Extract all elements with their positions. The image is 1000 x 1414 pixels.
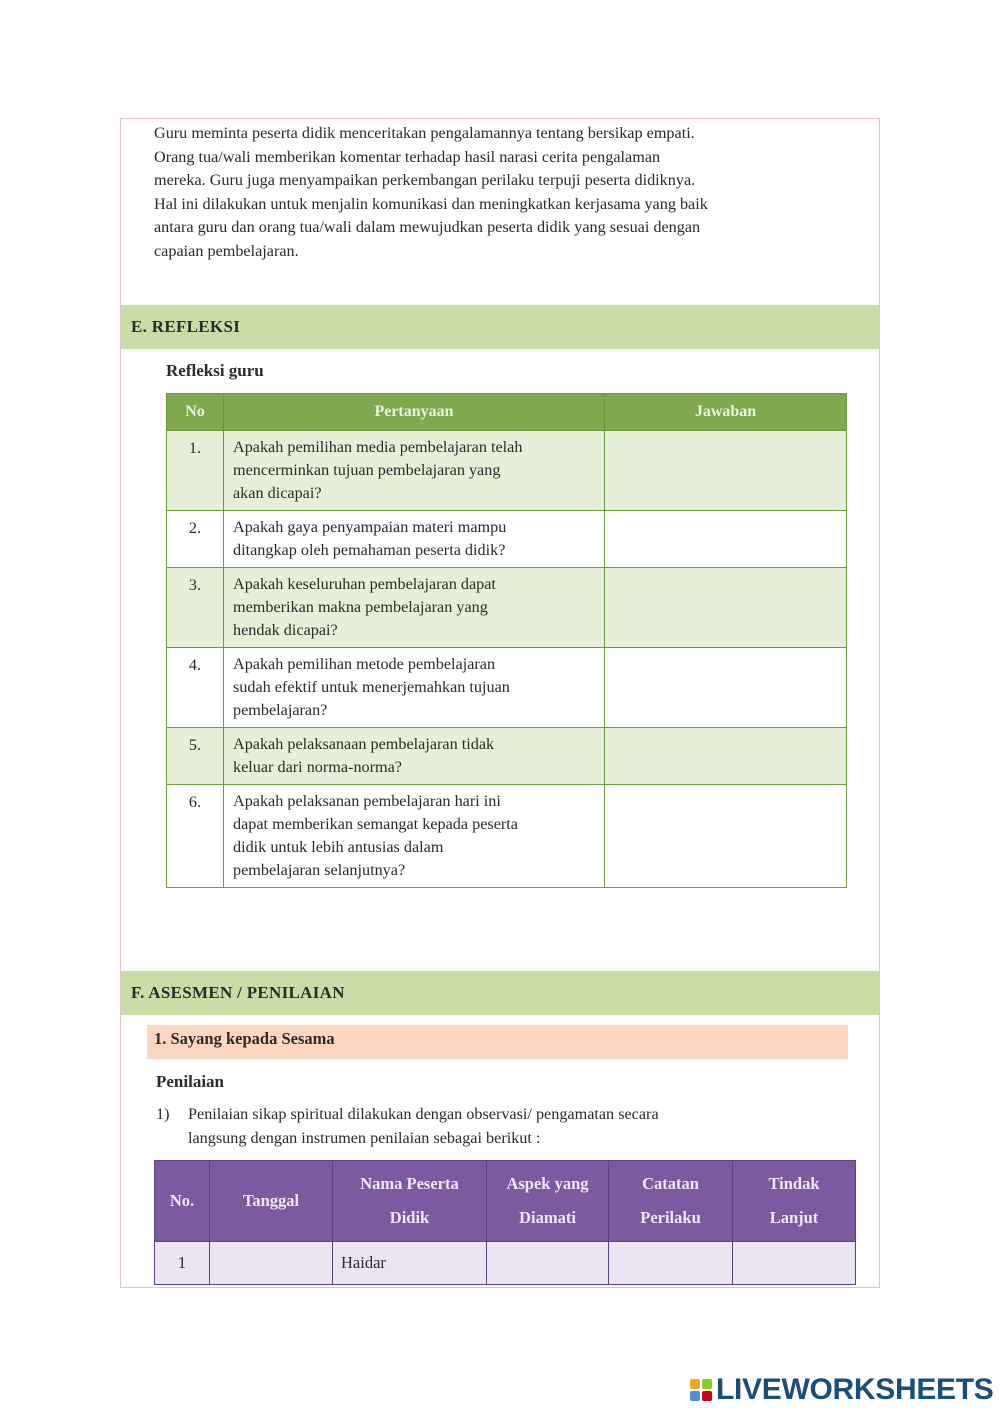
item-marker: 1) (156, 1105, 170, 1123)
header-no: No. (155, 1161, 210, 1242)
catatan-cell[interactable] (609, 1242, 733, 1285)
question-line: dapat memberikan semangat kepada peserta (233, 815, 518, 833)
asesmen-table (154, 1160, 856, 1285)
section-f-heading: F. ASESMEN / PENILAIAN (121, 971, 879, 1015)
header-line: Diamati (519, 1208, 576, 1227)
intro-line: Orang tua/wali memberikan komentar terhadap hasil narasi cerita pengalaman (154, 147, 661, 166)
header-line: Catatan (642, 1174, 699, 1193)
table-row (167, 648, 847, 728)
question-line: Apakah pelaksanaan pembelajaran tidak (233, 735, 495, 753)
answer-cell[interactable] (605, 511, 847, 568)
header-line: Lanjut (769, 1208, 819, 1227)
logo-square (702, 1379, 712, 1389)
question-line: hendak dicapai? (233, 621, 338, 639)
question-line: ditangkap oleh pemahaman peserta didik? (233, 541, 506, 559)
row-number: 4. (167, 648, 224, 728)
header-line: Aspek yang (506, 1174, 589, 1193)
question-line: Apakah gaya penyampaian materi mampu (233, 518, 507, 536)
subsection-heading: 1. Sayang kepada Sesama (147, 1025, 848, 1059)
item-line: Penilaian sikap spiritual dilakukan dengan observasi/ pengamatan secara (188, 1105, 659, 1123)
question-cell (224, 431, 605, 511)
header-no: No (167, 394, 224, 431)
penilaian-item (156, 1103, 806, 1150)
header-aspek (487, 1161, 609, 1242)
question-line: sudah efektif untuk menerjemahkan tujuan (233, 678, 510, 696)
header-line: Tindak (768, 1174, 820, 1193)
table-row (155, 1242, 856, 1285)
table-row (167, 728, 847, 785)
question-cell (224, 568, 605, 648)
row-number: 6. (167, 785, 224, 888)
header-catatan (609, 1161, 733, 1242)
question-cell (224, 511, 605, 568)
section-e-heading: E. REFLEKSI (121, 305, 879, 349)
header-tanggal: Tanggal (210, 1161, 333, 1242)
intro-line: Hal ini dilakukan untuk menjalin komunikasi dan meningkatkan kerjasama yang baik (154, 194, 708, 213)
answer-cell[interactable] (605, 648, 847, 728)
question-line: memberikan makna pembelajaran yang (233, 598, 488, 616)
tanggal-cell[interactable] (210, 1242, 333, 1285)
table-row (167, 785, 847, 888)
logo-square (702, 1391, 712, 1401)
intro-line: Guru meminta peserta didik menceritakan pengalamannya tentang bersikap empati. (154, 124, 695, 142)
liveworksheets-logo (690, 1374, 994, 1406)
intro-line: mereka. Guru juga menyampaikan perkembangan perilaku terpuji peserta didiknya. (154, 171, 696, 189)
header-line: Didik (389, 1208, 430, 1227)
row-number: 5. (167, 728, 224, 785)
row-number: 1. (167, 431, 224, 511)
question-line: Apakah keseluruhan pembelajaran dapat (233, 575, 496, 593)
question-cell (224, 728, 605, 785)
brand-name: LIVEWORKSHEETS (716, 1373, 994, 1406)
row-number: 2. (167, 511, 224, 568)
header-nama (333, 1161, 487, 1242)
question-cell (224, 785, 605, 888)
question-line: Apakah pemilihan media pembelajaran telah (233, 438, 523, 456)
answer-cell[interactable] (605, 785, 847, 888)
refleksi-guru-heading: Refleksi guru (166, 361, 264, 380)
logo-square (690, 1391, 700, 1401)
header-question: Pertanyaan (224, 394, 605, 431)
row-number: 1 (155, 1242, 210, 1285)
table-row (167, 431, 847, 511)
aspek-cell[interactable] (487, 1242, 609, 1285)
liveworksheets-icon (690, 1379, 712, 1401)
intro-line: capaian pembelajaran. (154, 241, 299, 260)
intro-paragraph (154, 122, 854, 263)
refleksi-table (166, 393, 847, 888)
question-line: Apakah pelaksanan pembelajaran hari ini (233, 792, 501, 810)
question-line: keluar dari norma-norma? (233, 758, 402, 776)
answer-cell[interactable] (605, 431, 847, 511)
header-line: Nama Peserta (360, 1174, 459, 1193)
table-row (167, 511, 847, 568)
answer-cell[interactable] (605, 568, 847, 648)
item-line: langsung dengan instrumen penilaian sebagai berikut : (188, 1128, 541, 1147)
header-tindak (733, 1161, 856, 1242)
penilaian-heading: Penilaian (156, 1072, 225, 1091)
tindak-cell[interactable] (733, 1242, 856, 1285)
question-line: didik untuk lebih antusias dalam (233, 838, 444, 856)
question-line: pembelajaran selanjutnya? (233, 861, 406, 879)
question-line: mencerminkan tujuan pembelajaran yang (233, 461, 501, 479)
nama-cell: Haidar (333, 1242, 487, 1285)
question-line: Apakah pemilihan metode pembelajaran (233, 655, 496, 673)
question-cell (224, 648, 605, 728)
table-row (167, 568, 847, 648)
header-answer: Jawaban (605, 394, 847, 431)
question-line: pembelajaran? (233, 701, 328, 719)
intro-line: antara guru dan orang tua/wali dalam mewujudkan peserta didik yang sesuai dengan (154, 218, 701, 236)
answer-cell[interactable] (605, 728, 847, 785)
row-number: 3. (167, 568, 224, 648)
logo-square (690, 1379, 700, 1389)
header-line: Perilaku (640, 1208, 701, 1227)
question-line: akan dicapai? (233, 484, 322, 502)
